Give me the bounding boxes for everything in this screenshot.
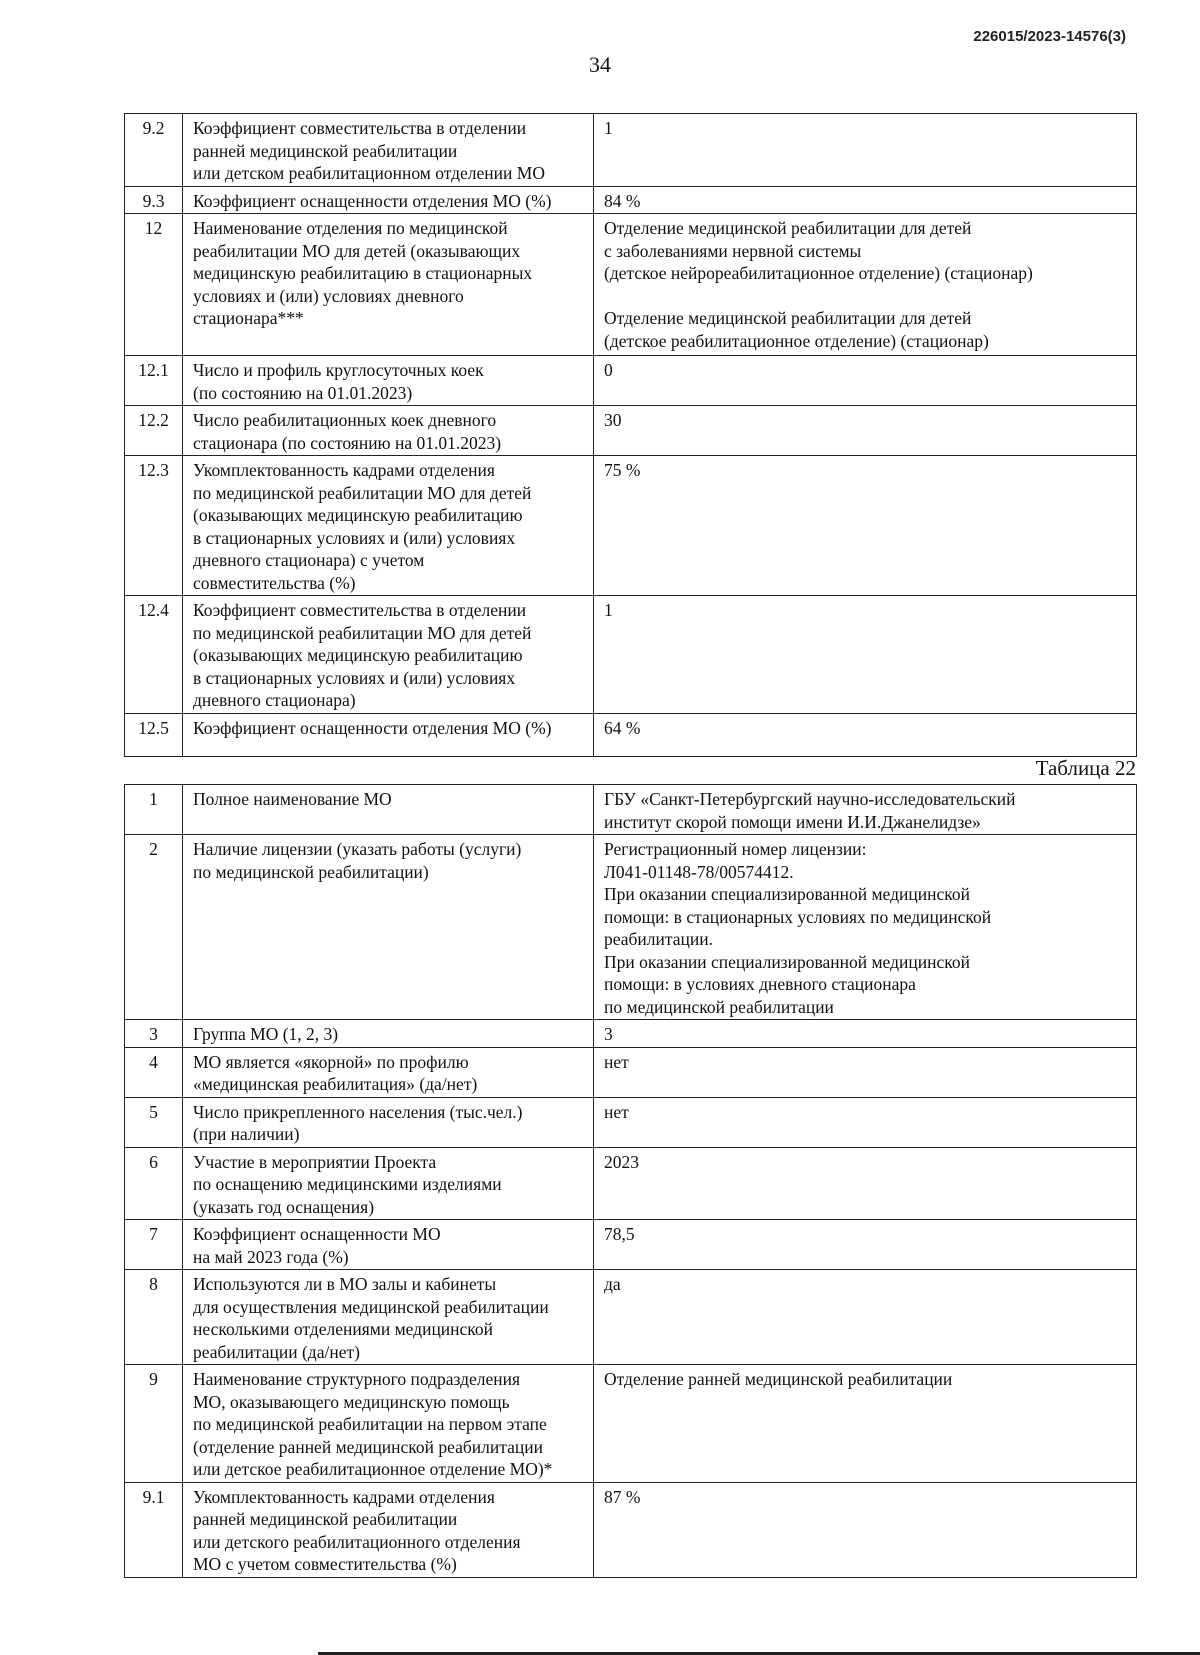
row-label bbox=[183, 356, 594, 406]
table-row bbox=[125, 1020, 1137, 1048]
value-line: Регистрационный номер лицензии: bbox=[604, 839, 867, 859]
label-line: совместительства (%) bbox=[193, 572, 356, 593]
row-label bbox=[183, 1097, 594, 1147]
label-line: дневного стационара) bbox=[193, 690, 356, 710]
label-line: или детского реабилитационного отделения bbox=[193, 1531, 521, 1552]
document-id: 226015/2023-14576(3) bbox=[973, 28, 1126, 45]
label-line: Коэффициент оснащенности МО bbox=[193, 1224, 441, 1244]
value-line: (детское нейрореабилитационное отделение) (стационар) bbox=[604, 263, 1033, 283]
label-line: Коэффициент оснащенности отделения МО (%) bbox=[193, 717, 552, 738]
row-number: 9.2 bbox=[125, 114, 183, 187]
label-line: по медицинской реабилитации МО для детей bbox=[193, 482, 532, 503]
label-line: по медицинской реабилитации на первом этапе bbox=[193, 1414, 547, 1434]
row-number: 12.4 bbox=[125, 596, 183, 714]
label-line: Участие в мероприятии Проекта bbox=[193, 1151, 437, 1172]
row-label bbox=[183, 713, 594, 756]
label-line: (по состоянию на 01.01.2023) bbox=[193, 382, 413, 403]
table-row bbox=[125, 1220, 1137, 1270]
value-line: нет bbox=[604, 1101, 629, 1122]
value-line: 2023 bbox=[604, 1151, 639, 1172]
table-row bbox=[125, 186, 1137, 214]
label-line: реабилитации МО для детей (оказывающих bbox=[193, 240, 521, 261]
row-label bbox=[183, 214, 594, 356]
label-line: Коэффициент совместительства в отделении bbox=[193, 118, 527, 138]
table-row bbox=[125, 406, 1137, 456]
row-number: 9.1 bbox=[125, 1482, 183, 1577]
label-line: (при наличии) bbox=[193, 1124, 300, 1144]
label-line: в стационарных условиях и (или) условиях bbox=[193, 527, 516, 548]
page-number: 34 bbox=[589, 52, 611, 77]
value-line: Отделение медицинской реабилитации для детей bbox=[604, 218, 972, 238]
row-label bbox=[183, 1020, 594, 1048]
table-caption: Таблица 22 bbox=[1035, 756, 1136, 780]
value-line: с заболеваниями нервной системы bbox=[604, 240, 862, 261]
row-value bbox=[594, 1097, 1137, 1147]
row-number: 12.3 bbox=[125, 456, 183, 596]
value-line: 0 bbox=[604, 360, 613, 380]
row-label bbox=[183, 186, 594, 214]
label-line: Коэффициент оснащенности отделения МО (%) bbox=[193, 190, 552, 211]
label-line: для осуществления медицинской реабилитации bbox=[193, 1296, 549, 1317]
row-value bbox=[594, 114, 1137, 187]
label-line: Коэффициент совместительства в отделении bbox=[193, 600, 527, 620]
label-line: Наименование отделения по медицинской bbox=[193, 218, 508, 238]
label-line: Число реабилитационных коек дневного bbox=[193, 410, 497, 430]
table-1 bbox=[124, 113, 1137, 757]
label-line: дневного стационара) с учетом bbox=[193, 550, 425, 570]
row-label bbox=[183, 596, 594, 714]
value-line: При оказании специализированной медицинской bbox=[604, 884, 970, 904]
row-value bbox=[594, 1365, 1137, 1483]
row-number: 4 bbox=[125, 1047, 183, 1097]
label-line: МО с учетом совместительства (%) bbox=[193, 1554, 457, 1574]
table-row bbox=[125, 1097, 1137, 1147]
table-row bbox=[125, 596, 1137, 714]
row-value bbox=[594, 456, 1137, 596]
label-line: Наименование структурного подразделения bbox=[193, 1369, 521, 1389]
label-line: Число и профиль круглосуточных коек bbox=[193, 360, 484, 380]
value-line: реабилитации. bbox=[604, 929, 713, 949]
value-line: При оказании специализированной медицинской bbox=[604, 951, 970, 972]
table-row bbox=[125, 713, 1137, 756]
row-label bbox=[183, 114, 594, 187]
label-line: стационара*** bbox=[193, 308, 304, 328]
label-line: условиях и (или) условиях дневного bbox=[193, 285, 464, 306]
row-label bbox=[183, 1220, 594, 1270]
value-line bbox=[604, 285, 1130, 308]
label-line: в стационарных условиях и (или) условиях bbox=[193, 667, 516, 688]
row-label bbox=[183, 456, 594, 596]
row-number: 5 bbox=[125, 1097, 183, 1147]
label-line: реабилитации (да/нет) bbox=[193, 1341, 360, 1362]
label-line: стационара (по состоянию на 01.01.2023) bbox=[193, 432, 502, 453]
row-value bbox=[594, 713, 1137, 756]
value-line: 84 % bbox=[604, 190, 641, 211]
row-number: 9 bbox=[125, 1365, 183, 1483]
value-line: 30 bbox=[604, 410, 622, 430]
value-line: Л041-01148-78/00574412. bbox=[604, 861, 794, 882]
table-row bbox=[125, 356, 1137, 406]
label-line: Укомплектованность кадрами отделения bbox=[193, 1486, 495, 1507]
table-row bbox=[125, 456, 1137, 596]
label-line: несколькими отделениями медицинской bbox=[193, 1319, 494, 1339]
label-line: (оказывающих медицинскую реабилитацию bbox=[193, 505, 523, 525]
label-line: (указать год оснащения) bbox=[193, 1196, 375, 1217]
row-number: 12 bbox=[125, 214, 183, 356]
label-line: (оказывающих медицинскую реабилитацию bbox=[193, 645, 523, 665]
value-line: нет bbox=[604, 1051, 629, 1072]
row-value bbox=[594, 1220, 1137, 1270]
row-value bbox=[594, 214, 1137, 356]
row-value bbox=[594, 1020, 1137, 1048]
label-line: по оснащению медицинскими изделиями bbox=[193, 1174, 502, 1194]
label-line: или детском реабилитационном отделении МО bbox=[193, 163, 545, 183]
row-label bbox=[183, 1047, 594, 1097]
value-line: 64 % bbox=[604, 717, 641, 738]
table-row bbox=[125, 1047, 1137, 1097]
row-label bbox=[183, 1270, 594, 1365]
label-line: (отделение ранней медицинской реабилитации bbox=[193, 1436, 543, 1457]
row-label bbox=[183, 835, 594, 1020]
row-value bbox=[594, 1047, 1137, 1097]
row-number: 9.3 bbox=[125, 186, 183, 214]
row-label bbox=[183, 1365, 594, 1483]
label-line: МО, оказывающего медицинскую помощь bbox=[193, 1391, 510, 1412]
row-value bbox=[594, 596, 1137, 714]
row-label bbox=[183, 1482, 594, 1577]
value-line: 87 % bbox=[604, 1486, 641, 1507]
label-line: «медицинская реабилитация» (да/нет) bbox=[193, 1074, 478, 1094]
row-value bbox=[594, 356, 1137, 406]
row-label bbox=[183, 785, 594, 835]
row-value bbox=[594, 1270, 1137, 1365]
value-line: помощи: в стационарных условиях по медицинской bbox=[604, 906, 992, 927]
label-line: Используются ли в МО залы и кабинеты bbox=[193, 1274, 497, 1294]
value-line: 78,5 bbox=[604, 1224, 635, 1244]
row-number: 12.5 bbox=[125, 713, 183, 756]
row-number: 7 bbox=[125, 1220, 183, 1270]
table-row bbox=[125, 835, 1137, 1020]
table-2 bbox=[124, 784, 1137, 1578]
table-row bbox=[125, 214, 1137, 356]
table-row bbox=[125, 1482, 1137, 1577]
value-line: 3 bbox=[604, 1024, 613, 1044]
value-line: Отделение ранней медицинской реабилитации bbox=[604, 1369, 953, 1389]
row-value bbox=[594, 835, 1137, 1020]
label-line: ранней медицинской реабилитации bbox=[193, 140, 458, 161]
label-line: по медицинской реабилитации) bbox=[193, 861, 429, 882]
row-label bbox=[183, 406, 594, 456]
row-label bbox=[183, 1147, 594, 1220]
label-line: МО является «якорной» по профилю bbox=[193, 1051, 469, 1072]
value-line: да bbox=[604, 1274, 621, 1294]
row-number: 1 bbox=[125, 785, 183, 835]
table-row bbox=[125, 114, 1137, 187]
row-number: 12.1 bbox=[125, 356, 183, 406]
label-line: по медицинской реабилитации МО для детей bbox=[193, 622, 532, 643]
label-line: Группа МО (1, 2, 3) bbox=[193, 1024, 339, 1044]
label-line: медицинскую реабилитацию в стационарных bbox=[193, 263, 533, 283]
value-line: (детское реабилитационное отделение) (стационар) bbox=[604, 330, 989, 351]
row-value bbox=[594, 1482, 1137, 1577]
label-line: ранней медицинской реабилитации bbox=[193, 1509, 458, 1529]
value-line: 1 bbox=[604, 118, 613, 138]
row-number: 12.2 bbox=[125, 406, 183, 456]
value-line: 1 bbox=[604, 600, 613, 620]
row-number: 6 bbox=[125, 1147, 183, 1220]
row-number: 2 bbox=[125, 835, 183, 1020]
row-value bbox=[594, 186, 1137, 214]
row-value bbox=[594, 1147, 1137, 1220]
label-line: Укомплектованность кадрами отделения bbox=[193, 460, 495, 480]
row-value bbox=[594, 785, 1137, 835]
value-line: 75 % bbox=[604, 460, 641, 480]
value-line: Отделение медицинской реабилитации для детей bbox=[604, 308, 972, 328]
table-row bbox=[125, 1147, 1137, 1220]
value-line: помощи: в условиях дневного стационара bbox=[604, 974, 916, 994]
label-line: Число прикрепленного населения (тыс.чел.) bbox=[193, 1101, 523, 1122]
label-line: Наличие лицензии (указать работы (услуги) bbox=[193, 839, 522, 859]
row-number: 8 bbox=[125, 1270, 183, 1365]
row-value bbox=[594, 406, 1137, 456]
label-line: Полное наименование МО bbox=[193, 789, 392, 809]
label-line: или детское реабилитационное отделение МО)* bbox=[193, 1459, 553, 1479]
value-line: институт скорой помощи имени И.И.Джанелидзе» bbox=[604, 811, 981, 832]
value-line: по медицинской реабилитации bbox=[604, 996, 834, 1017]
value-line: ГБУ «Санкт-Петербургский научно-исследовательский bbox=[604, 789, 1016, 809]
table-row bbox=[125, 1365, 1137, 1483]
table-row bbox=[125, 785, 1137, 835]
label-line: на май 2023 года (%) bbox=[193, 1246, 349, 1267]
row-number: 3 bbox=[125, 1020, 183, 1048]
table-row bbox=[125, 1270, 1137, 1365]
